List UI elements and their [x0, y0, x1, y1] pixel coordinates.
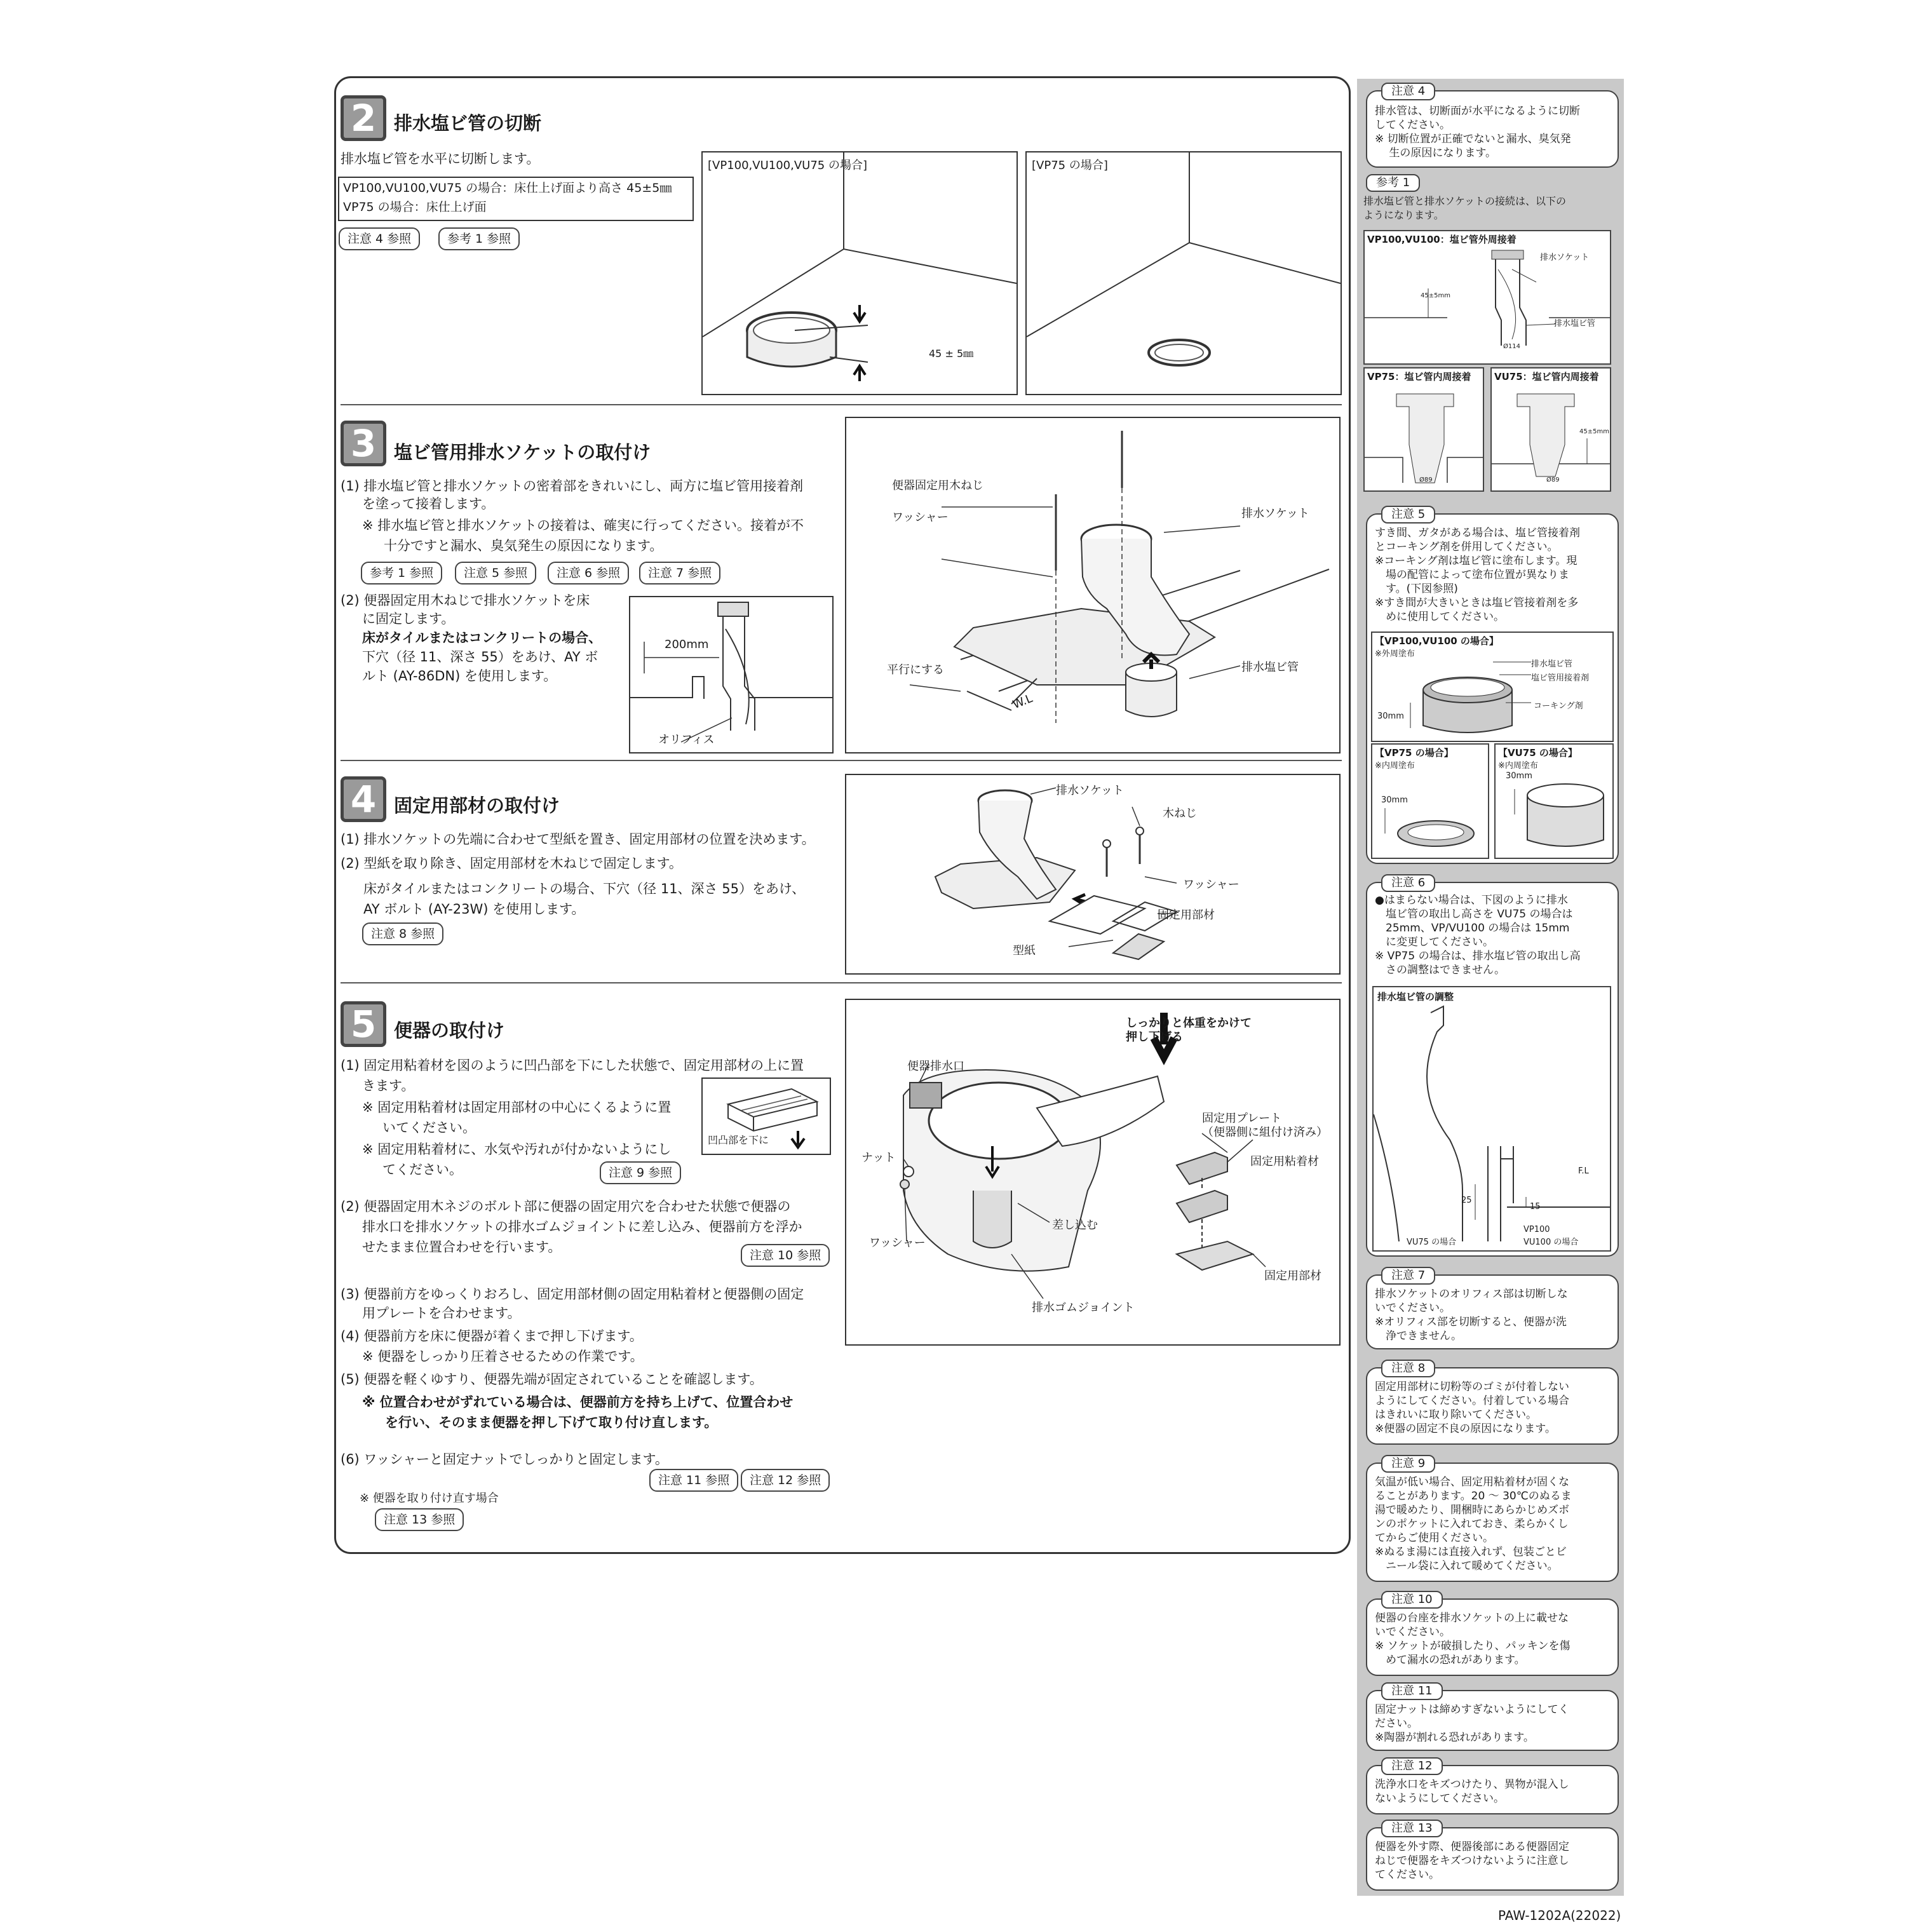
note-5 [1366, 508, 1619, 864]
ref-note-9[interactable]: 注意 9 参照 [600, 1161, 681, 1184]
fixing-install-illustration [846, 775, 1339, 973]
instruction-line: (5) 便器を軽くゆすり、便器先端が固定されていることを確認します。 [341, 1372, 763, 1387]
label-insert: 差し込む [1052, 1219, 1098, 1232]
section-title-fixing: 固定用部材の取付け [394, 795, 560, 816]
label-drain-pipe: 排水塩ビ管 [1531, 659, 1573, 669]
section-title-toilet: 便器の取付け [394, 1020, 505, 1041]
dimension-label: 25 [1461, 1196, 1472, 1205]
figure-title: VU75：塩ビ管内周接着 [1494, 371, 1599, 382]
coating-illustration [1496, 745, 1612, 858]
instruction-line: AY ボルト (AY-23W) を使用します。 [363, 902, 585, 917]
label-outlet: 便器排水口 [907, 1060, 964, 1073]
note-body: 便器を外す際、便器後部にある便器固定 ねじで便器をキズつけないように注意し てください。 [1375, 1841, 1569, 1881]
label-plate-2: （便器側に組付け済み） [1202, 1126, 1328, 1139]
instruction-bold: ※ 位置合わせがずれている場合は、便器前方を持ち上げて、位置合わせ [362, 1395, 794, 1410]
socket-section-illustration [630, 597, 832, 752]
figure-title: 【VP100,VU100 の場合】 [1375, 635, 1499, 647]
note-tag: 注意 6 [1381, 874, 1435, 892]
label-vu100: VU100 の場合 [1523, 1238, 1579, 1247]
instruction-line: (3) 便器前方をゆっくりおろし、固定用部材側の固定用粘着材と便器側の固定 [341, 1287, 804, 1302]
instruction-line: 床がタイルまたはコンクリートの場合、下穴（径 11、深さ 55）をあけ、 [363, 881, 806, 896]
figure-pipe-adjust [1372, 986, 1611, 1252]
reference-body: 排水塩ビ管と排水ソケットの接続は、以下の ようになります。 [1363, 195, 1567, 221]
figure-title: [VP100,VU100,VU75 の場合] [708, 159, 867, 172]
note-tag: 注意 13 [1381, 1820, 1443, 1837]
figure-coat-vp75 [1371, 743, 1489, 859]
label-drain-pipe: 排水塩ビ管 [1554, 319, 1596, 328]
dimension-label: Ø114 [1503, 343, 1520, 350]
instruction-line: (1) 排水ソケットの先端に合わせて型紙を置き、固定用部材の位置を決めます。 [341, 832, 815, 847]
instruction-line: (1) 固定用粘着材を図のように凹凸部を下にした状態で、固定用部材の上に置 [341, 1058, 804, 1073]
note-tag: 注意 11 [1381, 1682, 1443, 1700]
ref-note-8[interactable]: 注意 8 参照 [362, 922, 443, 945]
orifice-label: オリフィス [658, 733, 715, 746]
label-socket: 排水ソケット [1241, 507, 1309, 520]
label-wall-line: W.L [1011, 691, 1035, 712]
socket-install-illustration [846, 418, 1339, 752]
figure-vu75-joint [1490, 367, 1611, 492]
dimension-label: Ø89 [1419, 476, 1433, 483]
spec-box [338, 177, 694, 221]
note-4 [1366, 84, 1619, 168]
note-body: 固定用部材に切粉等のゴミが付着しない ようにしてください。付着している場合 はきれいに取り除いてください。 ※便器の固定不良の原因になります。 [1375, 1381, 1569, 1435]
document-code: PAW-1202A(22022) [1498, 1908, 1621, 1923]
label-push-2: 押し下げる [1126, 1030, 1183, 1044]
spec-line: VP100,VU100,VU75 の場合：床仕上げ面より高さ 45±5㎜ [343, 181, 672, 195]
instruction-line: きます。 [362, 1078, 415, 1093]
note-tag: 注意 5 [1381, 506, 1435, 524]
dimension-label: 45±5mm [1579, 428, 1609, 435]
figure-title: VP100,VU100：塩ビ管外周接着 [1367, 234, 1517, 245]
label-washer: ワッシャー [892, 511, 949, 524]
note-6 [1366, 876, 1619, 1257]
instruction-line: (2) 便器固定用木ねじで排水ソケットを床 [341, 593, 590, 608]
label-vu75: VU75 の場合 [1407, 1238, 1457, 1247]
label-vp100: VP100 [1523, 1225, 1550, 1234]
label-template: 型紙 [1013, 944, 1036, 957]
dimension-label: 45±5mm [1421, 292, 1450, 299]
label-screw: 便器固定用木ねじ [892, 479, 983, 492]
figure-subtitle: ※内周塗布 [1498, 761, 1538, 771]
instruction-line: 排水口を排水ソケットの排水ゴムジョイントに差し込み、便器前方を浮か [362, 1219, 802, 1234]
label-adhesive: 固定用粘着材 [1250, 1155, 1319, 1168]
instruction-line: に固定します。 [362, 611, 455, 626]
dimension-label: 45 ± 5㎜ [929, 348, 974, 360]
section-title-cut-pipe: 排水塩ビ管の切断 [394, 112, 542, 134]
figure-title: [VP75 の場合] [1032, 159, 1108, 172]
label-socket: 排水ソケット [1540, 253, 1590, 262]
coating-illustration [1372, 633, 1612, 741]
note-body: 固定ナットは締めすぎないようにしてく ださい。 ※陶器が割れる恐れがあります。 [1375, 1703, 1569, 1744]
figure-subtitle: ※内周塗布 [1375, 761, 1415, 771]
step-number-3: 3 [341, 421, 386, 466]
section-divider [341, 404, 1342, 405]
instruction-line: (4) 便器前方を床に便器が着くまで押し下げます。 [341, 1328, 643, 1344]
ref-reference-1[interactable]: 参考 1 参照 [361, 562, 442, 584]
figure-vp75-cut [1025, 151, 1342, 395]
label-drain-pipe: 排水塩ビ管 [1241, 661, 1299, 674]
label-washer: ワッシャー [1183, 878, 1240, 891]
joint-illustration [1365, 368, 1483, 490]
figure-fixing-install [845, 774, 1341, 975]
label-socket: 排水ソケット [1056, 784, 1124, 797]
label-parallel: 平行にする [887, 663, 944, 677]
label-rubber-joint: 排水ゴムジョイント [1032, 1301, 1135, 1314]
label-caulk: コーキング剤 [1534, 701, 1583, 711]
figure-coat-vu75 [1494, 743, 1614, 859]
instruction-line: ※ 固定用粘着材に、水気や汚れが付かないようにし [362, 1142, 672, 1157]
toilet-install-illustration [846, 1000, 1339, 1344]
figure-vp100-cut [701, 151, 1018, 395]
instruction-line: 下穴（径 11、深さ 55）をあけ、AY ボ [362, 649, 598, 665]
note-tag: 注意 7 [1381, 1267, 1435, 1285]
ref-note-13[interactable]: 注意 13 参照 [375, 1508, 464, 1531]
dimension-label: Ø89 [1546, 476, 1560, 483]
instruction-bold: を行い、そのまま便器を押し下げて取り付け直します。 [385, 1415, 718, 1430]
figure-adhesive-inset [701, 1077, 831, 1155]
dimension-label: 200mm [665, 638, 709, 651]
note-body: 排水管は、切断面が水平になるように切断 してください。 ※ 切断位置が正確でないと漏水、臭気発 生の原因になります。 [1375, 105, 1580, 159]
dimension-label: 15 [1530, 1202, 1541, 1212]
note-9 [1366, 1457, 1619, 1582]
instruction-line: (2) 便器固定用木ネジのボルト部に便器の固定用穴を合わせた状態で便器の [341, 1199, 791, 1214]
flush-cut-illustration [1027, 152, 1341, 394]
section-title-socket: 塩ビ管用排水ソケットの取付け [394, 442, 651, 463]
note-12 [1366, 1759, 1619, 1814]
label-push-1: しっかりと体重をかけて [1126, 1017, 1252, 1030]
figure-title: VP75：塩ビ管内周接着 [1367, 371, 1471, 382]
figure-coat-outer [1371, 632, 1614, 742]
ref-note-6[interactable]: 注意 6 参照 [548, 562, 629, 584]
figure-vp100-joint [1363, 230, 1611, 365]
instruction-line: ※ 便器をしっかり圧着させるための作業です。 [362, 1349, 644, 1364]
label-floor-line: F.L [1578, 1166, 1589, 1176]
note-body: ●はまらない場合は、下図のように排水 塩ビ管の取出し高さを VU75 の場合は 25mm、VP/VU100 の場合は 15mm に変更してください。 ※ VP75 の場合は、排水塩ビ管の取出し高 さの調整はできません。 [1375, 894, 1581, 976]
step-number-5: 5 [341, 1001, 386, 1047]
instruction-line: を塗って接着します。 [362, 496, 495, 511]
section-intro: 排水塩ビ管を水平に切断します。 [341, 151, 540, 166]
label-adhesive: 塩ビ管用接着剤 [1531, 673, 1590, 683]
note-10 [1366, 1593, 1619, 1676]
note-body: 洗浄水口をキズつけたり、異物が混入し ないようにしてください。 [1375, 1778, 1569, 1805]
instruction-line: 十分ですと漏水、臭気発生の原因になります。 [384, 538, 663, 553]
instruction-line: (1) 排水塩ビ管と排水ソケットの密着部をきれいにし、両方に塩ビ管用接着剤 [341, 478, 804, 494]
dimension-label: 30mm [1381, 795, 1408, 805]
instruction-line: せたまま位置合わせを行います。 [362, 1240, 562, 1255]
note-tag: 注意 4 [1381, 83, 1435, 100]
figure-subtitle: ※外周塗布 [1375, 649, 1415, 659]
ref-reference-1[interactable]: 参考 1 参照 [438, 227, 520, 250]
note-8 [1366, 1361, 1619, 1445]
ref-note-5[interactable]: 注意 5 参照 [455, 562, 536, 584]
label-plate-1: 固定用プレート [1202, 1112, 1282, 1125]
ref-note-11[interactable]: 注意 11 参照 [649, 1469, 738, 1492]
instruction-line: ※ 便器を取り付け直す場合 [360, 1492, 499, 1505]
step-number-2: 2 [341, 95, 386, 141]
figure-orifice [629, 596, 834, 753]
instruction-line: ※ 固定用粘着材は固定用部材の中心にくるように置 [362, 1100, 672, 1115]
figure-title: 【VU75 の場合】 [1498, 747, 1577, 759]
ref-note-4[interactable]: 注意 4 参照 [339, 227, 420, 250]
instruction-line: (2) 型紙を取り除き、固定用部材を木ねじで固定します。 [341, 856, 682, 871]
figure-title: 排水塩ビ管の調整 [1377, 991, 1454, 1003]
ref-note-7[interactable]: 注意 7 参照 [639, 562, 720, 584]
label-nut: ナット [861, 1151, 896, 1165]
instruction-line: ※ 排水塩ビ管と排水ソケットの接着は、確実に行ってください。接着が不 [362, 518, 804, 533]
spec-line: VP75 の場合：床仕上げ面 [343, 200, 487, 214]
dimension-label: 30mm [1506, 771, 1532, 781]
figure-vp75-joint [1363, 367, 1484, 492]
note-body: 便器の台座を排水ソケットの上に載せな いでください。 ※ ソケットが破損したり、パッキンを傷 めて漏水の恐れがあります。 [1375, 1612, 1571, 1666]
note-tag: 注意 12 [1381, 1757, 1443, 1775]
inset-label: 凹凸部を下に [708, 1134, 769, 1146]
figure-socket-install [845, 417, 1341, 753]
note-tag: 注意 8 [1381, 1360, 1435, 1377]
pipe-adjust-illustration [1374, 987, 1610, 1250]
section-divider [341, 982, 1342, 983]
instruction-line: いてください。 [382, 1120, 476, 1135]
label-washer: ワッシャー [869, 1236, 926, 1250]
step-number-4: 4 [341, 776, 386, 822]
label-fixing-part: 固定用部材 [1158, 909, 1215, 922]
instruction-line: (6) ワッシャーと固定ナットでしっかりと固定します。 [341, 1452, 668, 1467]
section-divider [341, 760, 1342, 761]
ref-note-12[interactable]: 注意 12 参照 [741, 1469, 830, 1492]
note-body: すき間、ガタがある場合は、塩ビ管接着剤 とコーキング剤を併用してください。 ※コーキング剤は塩ビ管に塗布します。現 場の配管によって塗布位置が異なりま す。(下図参照) ※すき間が大きいときは塩ビ管接着剤を多 めに使用してください。 [1375, 527, 1580, 623]
label-fixing-part: 固定用部材 [1264, 1269, 1321, 1283]
ref-note-10[interactable]: 注意 10 参照 [741, 1244, 830, 1267]
note-tag: 注意 9 [1381, 1455, 1435, 1473]
label-screw: 木ねじ [1163, 807, 1197, 820]
note-11 [1366, 1684, 1619, 1751]
note-13 [1366, 1821, 1619, 1891]
note-body: 排水ソケットのオリフィス部は切断しな いでください。 ※オリフィス部を切断すると、便器が洗 浄できません。 [1375, 1288, 1568, 1342]
instruction-line: 用プレートを合わせます。 [362, 1306, 521, 1321]
instruction-line: ルト (AY-86DN) を使用します。 [362, 668, 557, 684]
reference-tag: 参考 1 [1366, 174, 1420, 192]
note-body: 気温が低い場合、固定用粘着材が固くな ることがあります。20 ～ 30℃のぬるま 湯で暖めたり、開梱時にあらかじめズボ ンのポケットに入れておき、柔らかくし てからご使用ください。 ※ぬるま湯には直接入れず、包装ごとビ ニール袋に入れて暖めてください。 [1375, 1476, 1572, 1572]
dimension-label: 30mm [1377, 712, 1404, 721]
figure-title: 【VP75 の場合】 [1375, 747, 1454, 759]
instruction-line: てください。 [382, 1162, 463, 1177]
instruction-bold: 床がタイルまたはコンクリートの場合、 [362, 630, 602, 645]
note-tag: 注意 10 [1381, 1591, 1443, 1609]
note-7 [1366, 1269, 1619, 1349]
figure-toilet-install [845, 999, 1341, 1346]
